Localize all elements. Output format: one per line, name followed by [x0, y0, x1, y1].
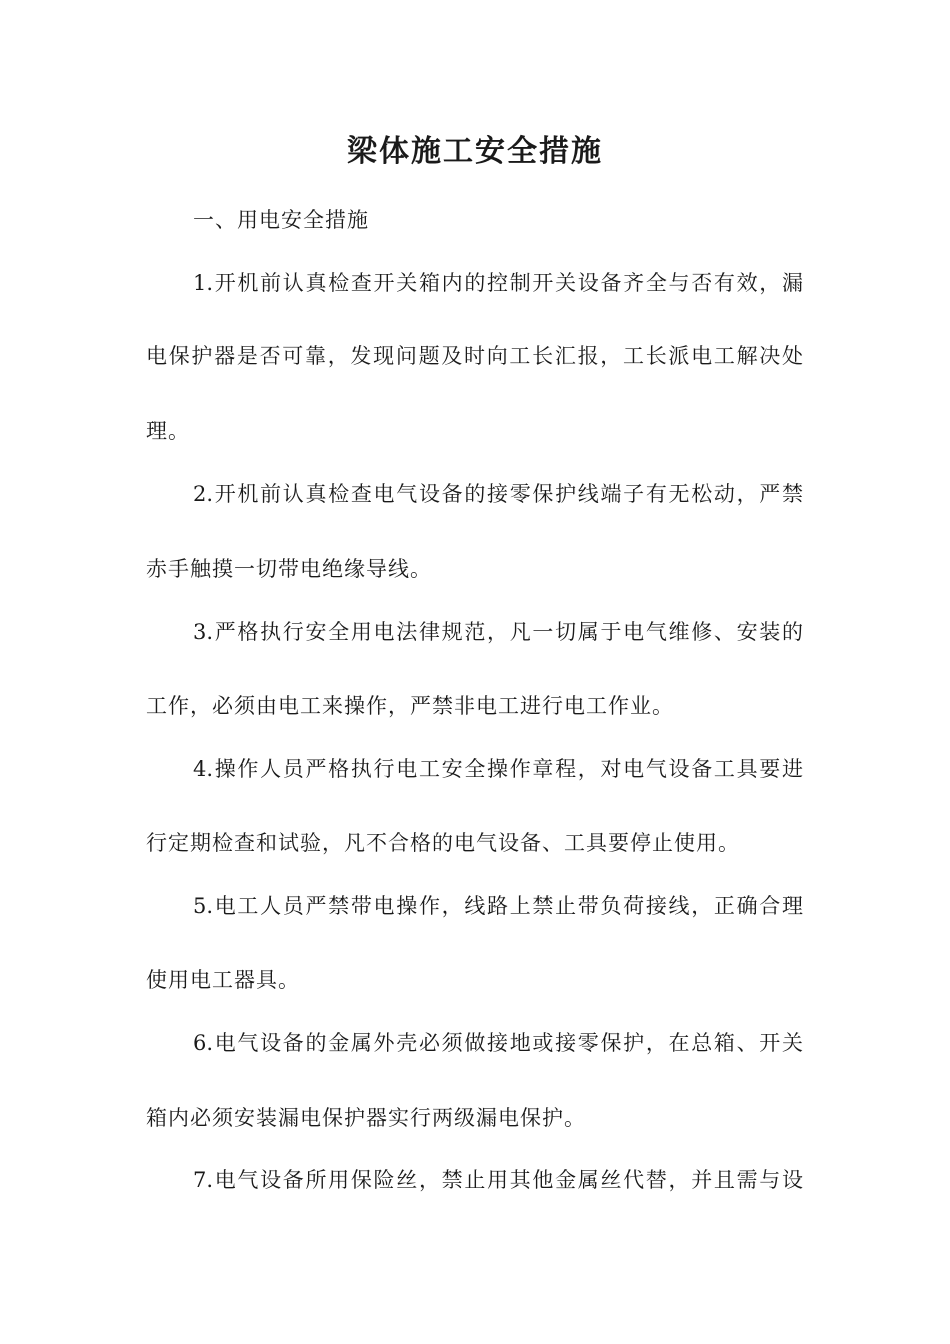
section-heading: 一、用电安全措施 [193, 208, 369, 232]
paragraph-1-line-1: 1.开机前认真检查开关箱内的控制开关设备齐全与否有效，漏 [193, 271, 803, 295]
paragraph-5-line-1: 5.电工人员严禁带电操作，线路上禁止带负荷接线，正确合理 [193, 894, 803, 918]
paragraph-4-line-1: 4.操作人员严格执行电工安全操作章程，对电气设备工具要进 [193, 757, 803, 781]
paragraph-1-line-3: 理。 [146, 419, 190, 443]
paragraph-6-line-1: 6.电气设备的金属外壳必须做接地或接零保护，在总箱、开关 [193, 1031, 803, 1055]
paragraph-7-line-1: 7.电气设备所用保险丝，禁止用其他金属丝代替，并且需与设 [193, 1168, 803, 1192]
paragraph-2-line-2: 赤手触摸一切带电绝缘导线。 [146, 557, 432, 581]
paragraph-3-line-1: 3.严格执行安全用电法律规范，凡一切属于电气维修、安装的 [193, 620, 803, 644]
paragraph-5-line-2: 使用电工器具。 [146, 968, 300, 992]
paragraph-2-line-1: 2.开机前认真检查电气设备的接零保护线端子有无松动，严禁 [193, 482, 803, 506]
paragraph-3-line-2: 工作，必须由电工来操作，严禁非电工进行电工作业。 [146, 694, 674, 718]
paragraph-4-line-2: 行定期检查和试验，凡不合格的电气设备、工具要停止使用。 [146, 831, 740, 855]
paragraph-6-line-2: 箱内必须安装漏电保护器实行两级漏电保护。 [146, 1106, 586, 1130]
document-title: 梁体施工安全措施 [347, 134, 603, 169]
paragraph-1-line-2: 电保护器是否可靠，发现问题及时向工长汇报，工长派电工解决处 [146, 344, 803, 368]
